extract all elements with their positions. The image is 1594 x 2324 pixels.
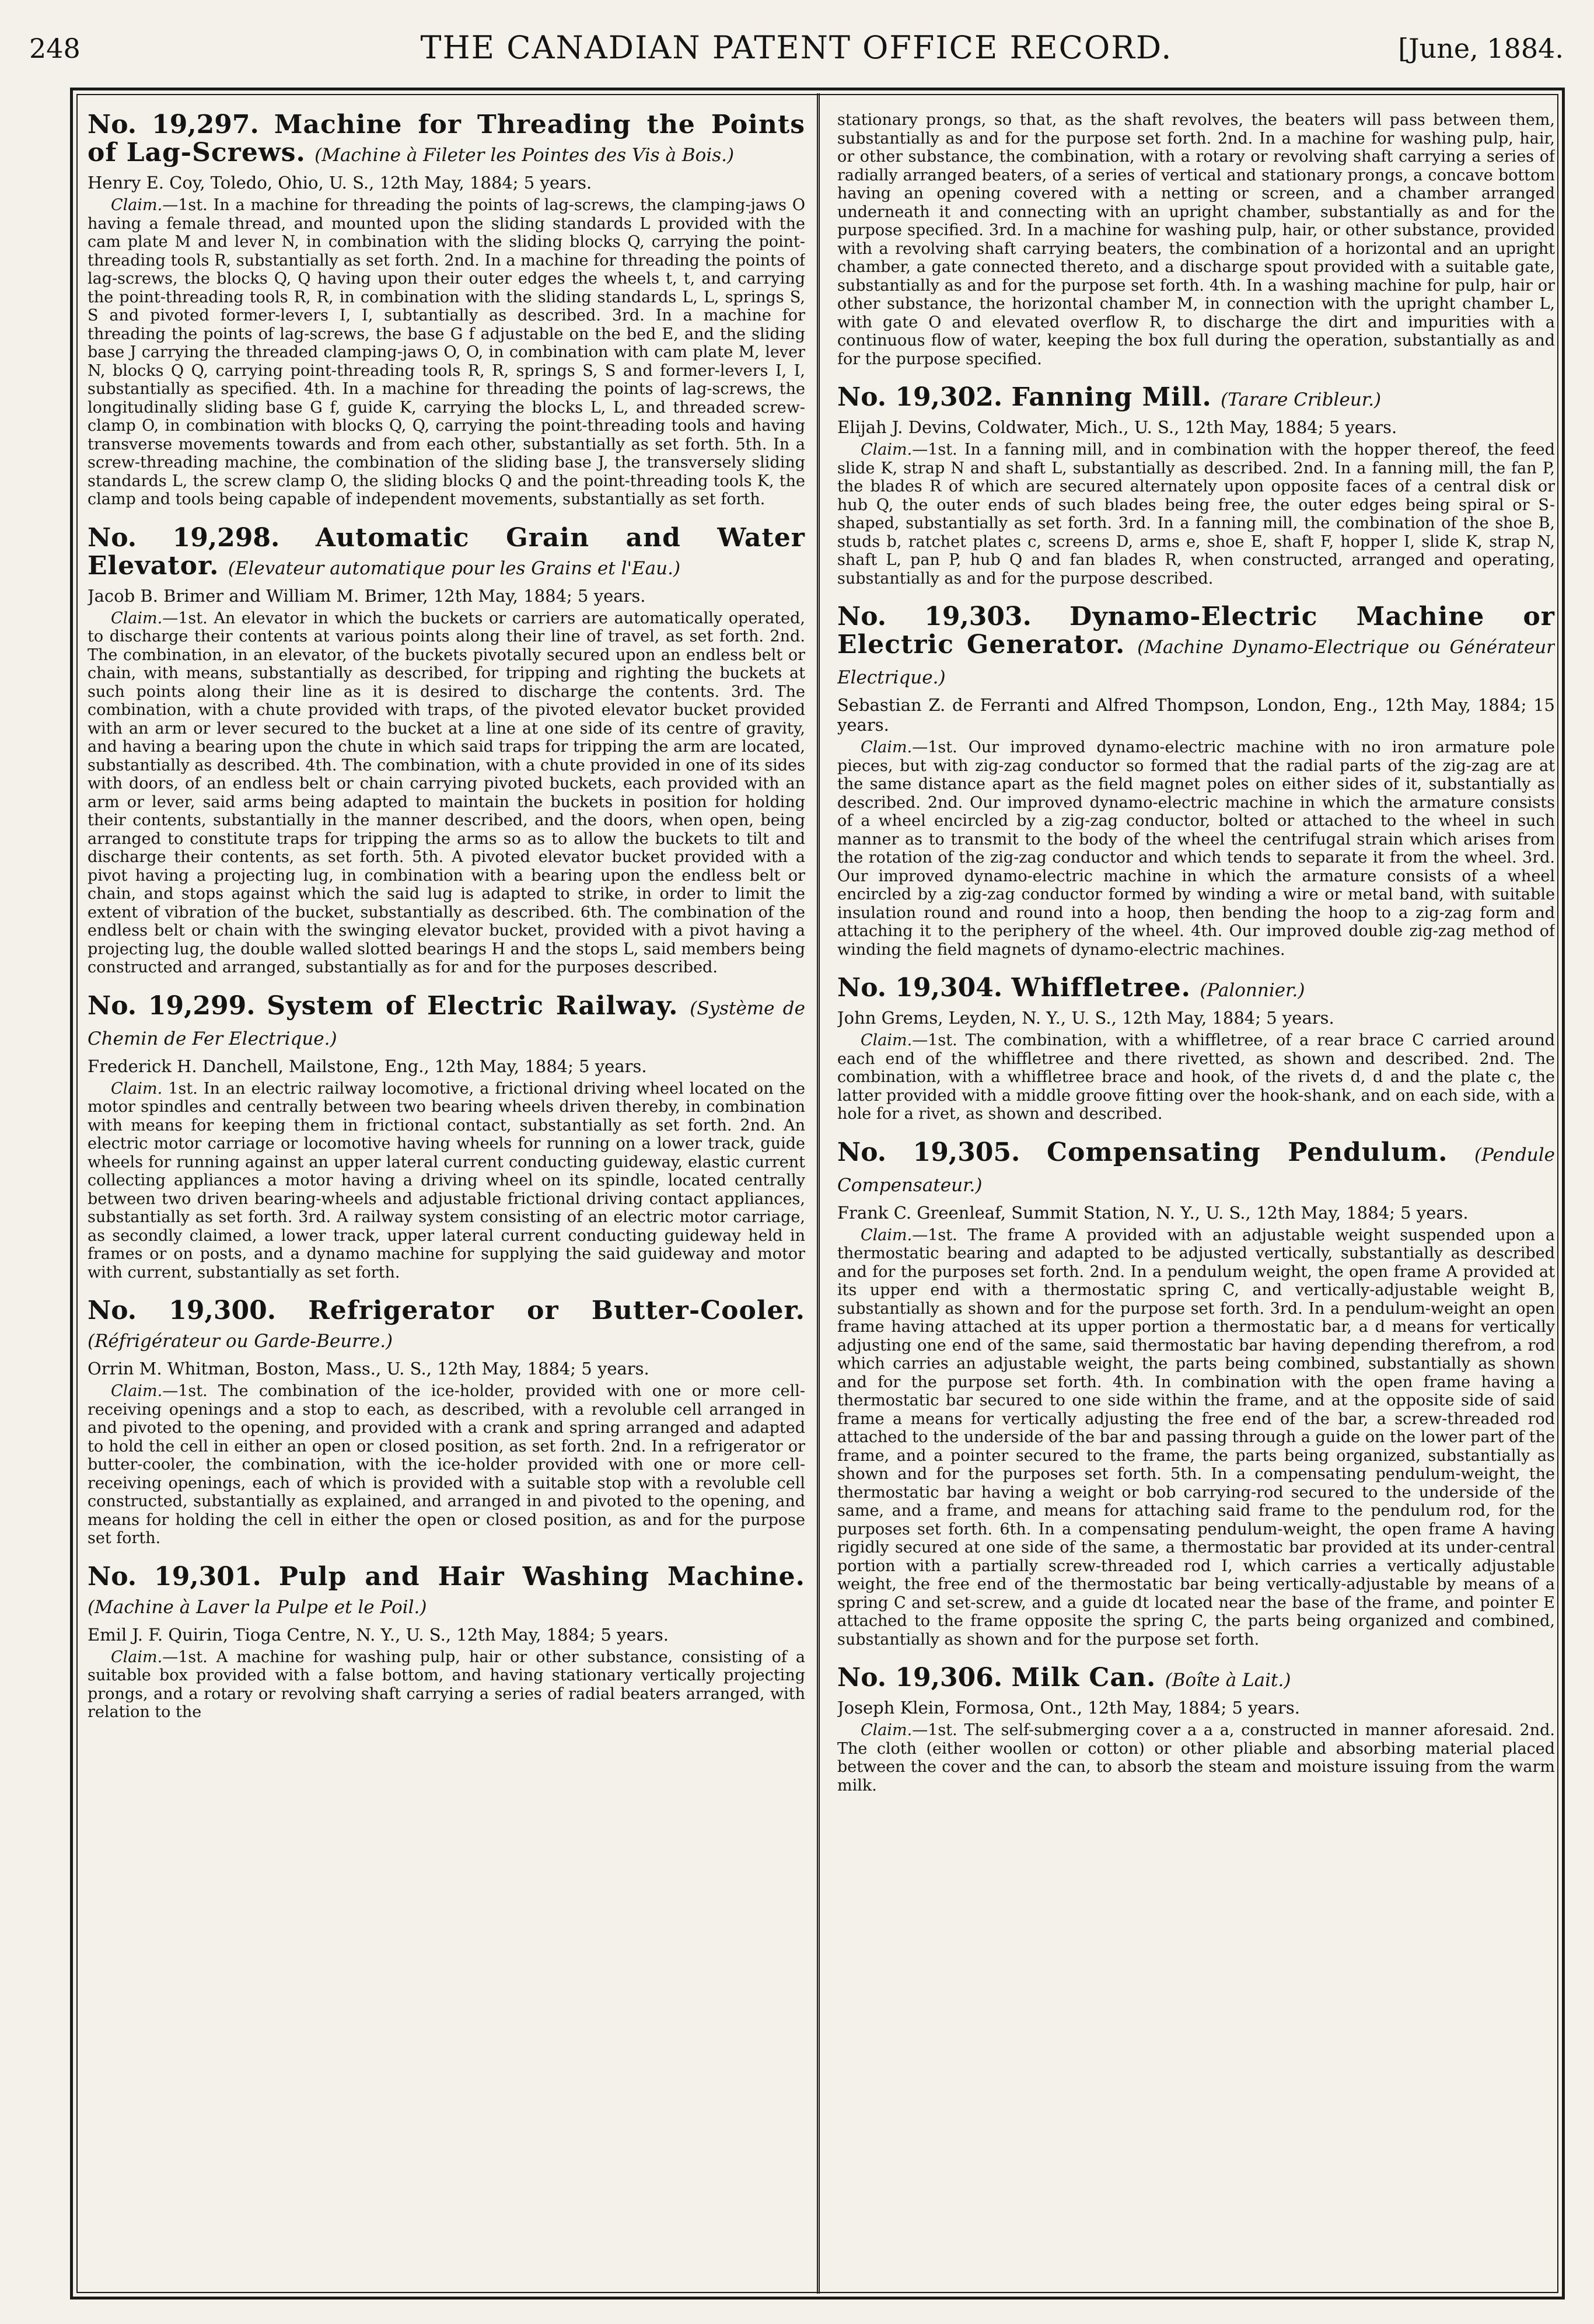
patent-number: No. 19,299. — [88, 990, 256, 1021]
patent-heading — [837, 383, 1555, 414]
patent-name: Dynamo-Electric Machine or Electric Generator. — [837, 602, 1555, 659]
patent-inventor: Joseph Klein, Formosa, Ont., 12th May, 1884; 5 years. — [837, 1698, 1300, 1718]
patent-inventor: Frank C. Greenleaf, Summit Station, N. Y., U. S., 12th May, 1884; 5 years. — [837, 1202, 1469, 1223]
patent-name: System of Electric Railway. — [267, 990, 679, 1021]
patent-entry-19305 — [837, 1139, 1555, 1649]
patent-heading — [837, 603, 1555, 692]
patent-claim — [837, 1721, 1555, 1795]
patent-heading — [837, 974, 1555, 1004]
patent-claim — [88, 196, 805, 509]
patent-french-name: (Pendule Compensateur.) — [837, 1144, 1555, 1196]
patent-number: No. 19,303. — [837, 602, 1032, 631]
claim-text: 1st. In an electric railway locomotive, a frictional driving wheel located on the motor spindles and centrally between two bearing wheels driven thereby, in combination with means for keeping them in frictional contact, substantially as set forth. 2nd. An electric motor carriage or locomotive having wheels for running on a lower track, guide wheels for running against an upper lateral current conducting guideway, elastic current collecting appliances a motor having a driving wheel on its spindle, located centrally between two driven bearing-wheels and adjustable frictional driving contact appliances, substantially as set forth. 3rd. A railway system consisting of an electric motor carriage, as secondly claimed, a lower track, upper lateral current conducting guideway held in frames or on posts, and a dynamo machine for supplying the said guideway and motor with current, substantially as set forth. — [88, 1079, 805, 1282]
patent-name: Compensating Pendulum. — [1046, 1137, 1448, 1167]
issue-date: [June, 1884. — [1398, 33, 1564, 64]
patent-heading — [88, 524, 805, 582]
patent-number: No. 19,302. — [837, 382, 1003, 412]
page-number: 248 — [29, 33, 81, 64]
patent-entry-19303 — [837, 603, 1555, 959]
patent-claim — [88, 1648, 805, 1722]
patent-heading — [88, 992, 805, 1053]
patent-number: No. 19,300. — [88, 1296, 277, 1325]
claim-text: —1st. In a fanning mill, and in combination with the hopper thereof, the feed slide K, strap N and shaft L, substantially as described. 2nd. In a fanning mill, the fan P, the blades R of which are secured alternately upon opposite faces of a central disk or hub Q, the outer ends of such blades being free, the outer edges being spiral or S-shaped, substantially as set forth. 3rd. In a fanning mill, the combination of the shoe B, studs b, ratchet plates c, screens D, arms e, shoe E, shaft F, hopper I, slide K, strap N, shaft L, pan P, hub Q and fan blades R, when constructed, arranged and operating, substantially as and for the purpose described. — [837, 441, 1555, 588]
patent-french-name: (Palonnier.) — [1200, 980, 1305, 1001]
claim-label: Claim. — [111, 609, 163, 627]
patent-entry-19300 — [88, 1297, 805, 1548]
claim-text: —1st. The combination of the ice-holder, provided with one or more cell-receiving openings and a stop to each, as described, with a revoluble cell arranged in and pivoted to the opening, and provided with a crank and spring arranged and adapted to hold the cell in either an open or closed position, as set forth. 2nd. In a refrigerator or butter-cooler, the combination, with the ice-holder provided with one or more cell-receiving openings, each of which is provided with a suitable stop with a revoluble cell constructed, substantially as explained, and arranged in and pivoted to the opening, and means for holding the cell in either the open or closed position, as and for the purpose set forth. — [88, 1382, 805, 1547]
claim-label: Claim. — [861, 441, 913, 459]
patent-inventor: Emil J. F. Quirin, Tioga Centre, N. Y., U. S., 12th May, 1884; 5 years. — [88, 1624, 669, 1645]
patent-name: Milk Can. — [1011, 1663, 1156, 1693]
patent-name: Pulp and Hair Washing Machine. — [278, 1561, 805, 1592]
patent-heading — [88, 111, 805, 169]
patent-claim — [837, 1226, 1555, 1649]
claim-label: Claim. — [861, 1721, 913, 1739]
claim-label: Claim. — [861, 1226, 913, 1244]
patent-number: No. 19,297. — [88, 111, 259, 139]
patent-heading — [837, 1664, 1555, 1694]
patent-claim — [837, 441, 1555, 588]
claim-text: —1st. The combination, with a whiffletree, of a rear brace C carried around each end of the whiffletree and there rivetted, as shown and described. 2nd. The combination, with a whiffletree brace and hook, of the rivets d, d and the plate c, the latter provided with a middle groove fitting over the hook-shank, and on each side, with a hole for a rivet, as shown and described. — [837, 1031, 1555, 1123]
patent-name: Refrigerator or Butter-Cooler. — [308, 1296, 805, 1325]
left-column — [88, 111, 805, 2282]
page-header — [29, 22, 1564, 81]
patent-entry-19297 — [88, 111, 805, 509]
patent-inventor: John Grems, Leyden, N. Y., U. S., 12th May, 1884; 5 years. — [837, 1008, 1334, 1028]
patent-claim — [837, 738, 1555, 959]
patent-entry-19301 — [88, 1563, 805, 1722]
claim-text: —1st. An elevator in which the buckets or carriers are automatically operated, to discharge their contents at various points along their line of travel, as set forth. 2nd. The combination, in an elevator, of the buckets pivotally secured upon an endless belt or chain, with means, substantially as described, for tripping and righting the buckets at such points along their line as it is desired to discharge the contents. 3rd. The combination, with a chute provided with traps, of the pivoted elevator bucket provided with an arm or lever secured to the bucket at a line at one side of its centre of gravity, and having a bearing upon the chute in which said traps for tripping the arm are located, substantially as described. 4th. The combination, with a chute provided in one of its sides with doors, of an endless belt or chain carrying pivoted buckets, each provided with an arm or lever, said arms being adapted to maintain the buckets in position for holding their contents, substantially in the manner described, and the doors, when open, being arranged to constitute traps for tripping the arms so as to allow the buckets to tilt and discharge their contents, as set forth. 5th. A pivoted elevator bucket provided with a pivot having a projecting lug, in combination with a bearing upon the endless belt or chain, and stops against which the said lug is adapted to strike, in order to limit the extent of vibration of the bucket, substantially as described. 6th. The combination of the endless belt or chain with the swinging elevator bucket, provided with a pivot having a projecting lug, the double walled slotted bearings H and the stops L, said members being constructed and arranged, substantially as for and for the purposes described. — [88, 609, 805, 976]
patent-claim — [837, 1031, 1555, 1123]
patent-entry-19299 — [88, 992, 805, 1282]
claim-label: Claim. — [861, 738, 913, 756]
claim-continuation-text: stationary prongs, so that, as the shaft revolves, the beaters will pass between them, substantially as and for the purpose set forth. 2nd. In a machine for washing pulp, hair, or other substance, the combination, with a rotary or revolving shaft carrying a series of radially arranged beaters, of a series of vertical and stationary prongs, a concave bottom having an opening covered with a netting or screen, and a chamber arranged underneath it and connecting with an upright chamber, substantially as and for the purpose specified. 3rd. In a machine for washing pulp, hair, or other substance, provided with a revolving shaft carrying beaters, the combination of a horizontal and an upright chamber, a gate connected thereto, and a discharge spout provided with a suitable gate, substantially as and for the purpose set forth. 4th. In a washing machine for pulp, hair or other substance, the horizontal chamber M, in connection with the upright chamber L, with gate O and elevated overflow R, to discharge the dirt and impurities with a continuous flow of water, keeping the box full during the operation, substantially as and for the purpose specified. — [837, 111, 1555, 368]
claim-text: —1st. The self-submerging cover a a a, constructed in manner aforesaid. 2nd. The cloth (either woollen or cotton) or other pliable and absorbing material placed between the cover and the can, to absorb the steam and moisture issuing from the warm milk. — [837, 1721, 1555, 1795]
patent-inventor: Elijah J. Devins, Coldwater, Mich., U. S., 12th May, 1884; 5 years. — [837, 417, 1397, 437]
claim-label: Claim. — [111, 1648, 163, 1666]
patent-inventor: Frederick H. Danchell, Mailstone, Eng., 12th May, 1884; 5 years. — [88, 1056, 647, 1076]
patent-french-name: (Machine à Laver la Pulpe et le Poil.) — [88, 1596, 427, 1618]
patent-inventor: Henry E. Coy, Toledo, Ohio, U. S., 12th May, 1884; 5 years. — [88, 173, 592, 193]
patent-name: Whiffletree. — [1011, 973, 1191, 1003]
patent-entry-continuation — [837, 111, 1555, 368]
patent-entry-19302 — [837, 383, 1555, 588]
patent-french-name: (Réfrigérateur ou Garde-Beurre.) — [88, 1331, 393, 1352]
claim-text: —1st. A machine for washing pulp, hair or other substance, consisting of a suitable box provided with a false bottom, and having stationary vertically projecting prongs, and a rotary or revolving shaft carrying a series of radial beaters arranged, with relation to the — [88, 1648, 805, 1721]
patent-french-name: (Système de Chemin de Fer Electrique.) — [88, 997, 805, 1049]
patent-number: No. 19,298. — [88, 522, 280, 553]
patent-inventor: Jacob B. Brimer and William M. Brimer, 12th May, 1884; 5 years. — [88, 585, 646, 606]
patent-french-name: (Machine Dynamo-Electrique ou Générateur Electrique.) — [837, 637, 1555, 688]
patent-entry-19298 — [88, 524, 805, 977]
patent-inventor: Sebastian Z. de Ferranti and Alfred Thompson, London, Eng., 12th May, 1884; 15 years. — [837, 695, 1555, 735]
patent-number: No. 19,305. — [837, 1137, 1020, 1167]
patent-number: No. 19,304. — [837, 973, 1003, 1003]
patent-name: Machine for Threading the Points of Lag-Screws. — [88, 111, 805, 168]
patent-french-name: (Tarare Cribleur.) — [1221, 389, 1382, 410]
patent-heading — [837, 1139, 1555, 1199]
patent-french-name: (Boîte à Lait.) — [1165, 1670, 1291, 1691]
column-divider — [817, 93, 820, 2294]
claim-text: —1st. The frame A provided with an adjustable weight suspended upon a thermostatic bearing and adapted to be adjusted vertically, substantially as described and for the purposes set forth. 2nd. In a pendulum weight, the open frame A provided at its upper end with a thermostatic spring C, and vertically-adjustable weight B, substantially as shown and for the purpose set forth. 3rd. In a pendulum-weight an open frame having attached at its upper portion a thermostatic bar, a d means for vertically adjusting one end of the same, said thermostatic bar having depending therefrom, a rod which carries an adjustable weight, the parts being combined, substantially as shown and for the purpose set forth. 4th. In combination with the open frame having a thermostatic bar secured to one side within the frame, and at the opposite side of said frame a means for vertically adjusting the free end of the bar, a screw-threaded rod attached to the underside of the bar and passing through a guide on the lower part of the frame, and a pointer secured to the frame, the parts being organized, substantially as shown and for the purposes set forth. 5th. In a compensating pendulum-weight, the thermostatic bar having a weight or bob carrying-rod secured to the underside of the same, and a frame, and means for attaching said frame to the pendulum rod, for the purposes set forth. 6th. In a compensating pendulum-weight, the open frame A having rigidly secured at one side of the same, a thermostatic bar provided at its under-central portion with a partially screw-threaded rod I, which carries a vertically adjustable weight, the free end of the thermostatic bar being vertically-adjustable by means of a spring C and set-screw, and a guide dt located near the base of the frame, and pointer E attached to the frame opposite the spring C, the parts being organized and combined, substantially as shown and for the purpose set forth. — [837, 1226, 1555, 1649]
journal-title: THE CANADIAN PATENT OFFICE RECORD. — [420, 29, 1173, 66]
claim-label: Claim. — [111, 1382, 163, 1400]
patent-name: Automatic Grain and Water Elevator. — [88, 522, 805, 581]
patent-french-name: (Machine à Fileter les Pointes des Vis à Bois.) — [314, 145, 735, 166]
claim-text: —1st. In a machine for threading the points of lag-screws, the clamping-jaws O having a female thread, and mounted upon the sliding standards L provided with the cam plate M and lever N, in combination with the sliding blocks Q, carrying the point-threading tools R, substantially as set forth. 2nd. In a machine for threading the points of lag-screws, the blocks Q, Q having upon their outer edges the wheels t, t, and carrying the point-threading tools R, R, in combination with the sliding standards L, L, springs S, S and pivoted former-levers I, I, subtantially as described. 3rd. In a machine for threading the points of lag-screws, the base G f adjustable on the bed E, and the sliding base J carrying the threaded clamping-jaws O, O, in combination with cam plate M, lever N, blocks Q Q, carrying point-threading tools R, R, springs S, S and former-levers I, I, substantially as specified. 4th. In a machine for threading the points of lag-screws, the longitudinally sliding base G f, guide K, carrying the blocks L, L, and threaded screw-clamp O, in combination with blocks Q, Q, carrying the point-threading tools and having transverse movements towards and from each other, substantially as set forth. 5th. In a screw-threading machine, the combination of the sliding base J, the transversely sliding standards L, the screw clamp O, the sliding blocks Q and the point-threading tools K, the clamp and tools being capable of independent movements, substantially as set forth. — [88, 196, 805, 508]
patent-heading — [88, 1297, 805, 1355]
patent-french-name: (Elevateur automatique pour les Grains et l'Eau.) — [228, 557, 681, 579]
claim-label: Claim. — [111, 196, 163, 214]
patent-claim — [88, 609, 805, 977]
patent-claim — [88, 1382, 805, 1548]
patent-number: No. 19,301. — [88, 1561, 261, 1592]
patent-claim — [88, 1080, 805, 1282]
claim-text: —1st. Our improved dynamo-electric machine with no iron armature pole pieces, but with zig-zag conductor so formed that the radial parts of the zig-zag are at the same distance apart as the field magnet poles on either sides of it, substantially as described. 2nd. Our improved dynamo-electric machine in which the armature consists of a wheel encircled by a zig-zag conductor, bolted or attached to the wheel in such manner as to transmit to the body of the wheel the centrifugal strain which arises from the rotation of the zig-zag conductor and which tends to separate it from the wheel. 3rd. Our improved dynamo-electric machine in which the armature consists of a wheel encircled by a zig-zag conductor formed by winding a wire or metal band, with suitable insulation round and round into a hoop, then bending the hoop to a zig-zag form and attaching it to the periphery of the wheel. 4th. Our improved double zig-zag method of winding the field magnets of dynamo-electric machines. — [837, 738, 1555, 959]
patent-heading — [88, 1563, 805, 1621]
patent-name: Fanning Mill. — [1011, 382, 1212, 412]
claim-label: Claim. — [861, 1031, 913, 1049]
patent-entry-19304 — [837, 974, 1555, 1123]
claim-label: Claim. — [111, 1079, 163, 1098]
patent-inventor: Orrin M. Whitman, Boston, Mass., U. S., 12th May, 1884; 5 years. — [88, 1359, 649, 1379]
right-column — [837, 111, 1555, 2282]
patent-number: No. 19,306. — [837, 1663, 1003, 1693]
patent-entry-19306 — [837, 1664, 1555, 1795]
